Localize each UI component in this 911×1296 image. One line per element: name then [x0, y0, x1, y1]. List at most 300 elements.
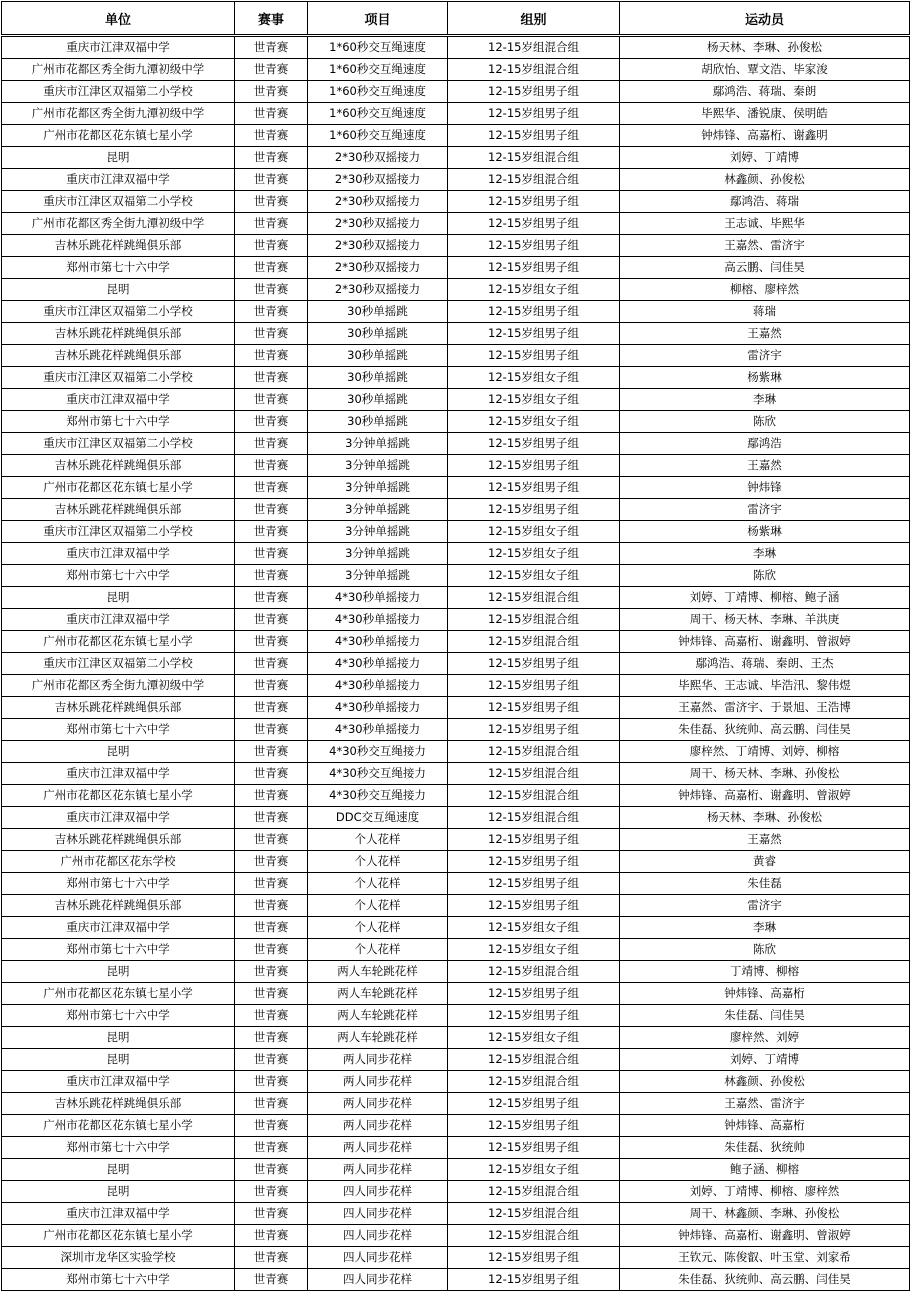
cell-athletes: 雷济宇 [620, 345, 910, 367]
cell-item: 四人同步花样 [308, 1181, 448, 1203]
cell-athletes: 毕熙华、潘锐康、侯明皓 [620, 103, 910, 125]
cell-unit: 郑州市第七十六中学 [2, 939, 235, 961]
cell-item: 四人同步花样 [308, 1203, 448, 1225]
cell-athletes: 周干、杨天林、李琳、羊洪庚 [620, 609, 910, 631]
cell-unit: 广州市花都区花东镇七星小学 [2, 631, 235, 653]
cell-athletes: 雷济宇 [620, 895, 910, 917]
cell-athletes: 王嘉然 [620, 455, 910, 477]
cell-item: 30秒单摇跳 [308, 345, 448, 367]
cell-unit: 昆明 [2, 279, 235, 301]
table-row [2, 917, 910, 939]
cell-event: 世青赛 [235, 521, 308, 543]
table-row [2, 1225, 910, 1247]
cell-athletes: 刘婷、丁靖博、柳榕、鲍子涵 [620, 587, 910, 609]
cell-group: 12-15岁组男子组 [448, 1247, 620, 1269]
cell-group: 12-15岁组女子组 [448, 411, 620, 433]
cell-athletes: 周干、林鑫颜、李琳、孙俊松 [620, 1203, 910, 1225]
table-row [2, 213, 910, 235]
cell-item: 4*30秒单摇接力 [308, 719, 448, 741]
cell-item: 四人同步花样 [308, 1225, 448, 1247]
cell-event: 世青赛 [235, 741, 308, 763]
cell-item: 2*30秒双摇接力 [308, 257, 448, 279]
cell-event: 世青赛 [235, 477, 308, 499]
cell-item: 4*30秒单摇接力 [308, 631, 448, 653]
cell-event: 世青赛 [235, 499, 308, 521]
cell-item: 1*60秒交互绳速度 [308, 59, 448, 81]
table-row [2, 1181, 910, 1203]
table-row [2, 345, 910, 367]
header-unit: 单位 [2, 2, 235, 36]
cell-unit: 郑州市第七十六中学 [2, 257, 235, 279]
cell-event: 世青赛 [235, 1247, 308, 1269]
cell-unit: 郑州市第七十六中学 [2, 719, 235, 741]
cell-unit: 重庆市江津区双福第二小学校 [2, 653, 235, 675]
cell-group: 12-15岁组女子组 [448, 1159, 620, 1181]
cell-unit: 吉林乐跳花样跳绳俱乐部 [2, 455, 235, 477]
cell-item: 4*30秒单摇接力 [308, 587, 448, 609]
cell-unit: 广州市花都区秀全街九潭初级中学 [2, 59, 235, 81]
cell-group: 12-15岁组女子组 [448, 565, 620, 587]
cell-group: 12-15岁组混合组 [448, 631, 620, 653]
table-row [2, 521, 910, 543]
cell-group: 12-15岁组男子组 [448, 851, 620, 873]
cell-event: 世青赛 [235, 939, 308, 961]
cell-event: 世青赛 [235, 235, 308, 257]
cell-event: 世青赛 [235, 59, 308, 81]
cell-athletes: 杨紫琳 [620, 367, 910, 389]
header-item: 项目 [308, 2, 448, 36]
cell-item: 1*60秒交互绳速度 [308, 36, 448, 59]
cell-group: 12-15岁组女子组 [448, 279, 620, 301]
cell-group: 12-15岁组混合组 [448, 609, 620, 631]
cell-item: 3分钟单摇跳 [308, 433, 448, 455]
cell-event: 世青赛 [235, 411, 308, 433]
cell-unit: 广州市花都区秀全街九潭初级中学 [2, 213, 235, 235]
cell-item: 两人同步花样 [308, 1049, 448, 1071]
cell-event: 世青赛 [235, 1049, 308, 1071]
cell-athletes: 林鑫颜、孙俊松 [620, 169, 910, 191]
roster-table [1, 1, 910, 1291]
cell-unit: 广州市花都区花东镇七星小学 [2, 1115, 235, 1137]
cell-event: 世青赛 [235, 169, 308, 191]
cell-item: 两人车轮跳花样 [308, 1027, 448, 1049]
cell-event: 世青赛 [235, 323, 308, 345]
cell-group: 12-15岁组男子组 [448, 1093, 620, 1115]
cell-group: 12-15岁组男子组 [448, 983, 620, 1005]
cell-group: 12-15岁组男子组 [448, 1137, 620, 1159]
cell-group: 12-15岁组男子组 [448, 895, 620, 917]
cell-group: 12-15岁组男子组 [448, 433, 620, 455]
cell-group: 12-15岁组女子组 [448, 389, 620, 411]
cell-unit: 吉林乐跳花样跳绳俱乐部 [2, 895, 235, 917]
cell-item: 两人同步花样 [308, 1115, 448, 1137]
cell-event: 世青赛 [235, 1005, 308, 1027]
cell-group: 12-15岁组混合组 [448, 1225, 620, 1247]
cell-item: 4*30秒交互绳接力 [308, 785, 448, 807]
cell-group: 12-15岁组女子组 [448, 543, 620, 565]
cell-unit: 重庆市江津双福中学 [2, 609, 235, 631]
cell-group: 12-15岁组混合组 [448, 741, 620, 763]
cell-group: 12-15岁组混合组 [448, 1049, 620, 1071]
cell-athletes: 陈欣 [620, 565, 910, 587]
cell-event: 世青赛 [235, 1027, 308, 1049]
table-row [2, 279, 910, 301]
cell-item: 3分钟单摇跳 [308, 499, 448, 521]
cell-unit: 重庆市江津双福中学 [2, 763, 235, 785]
cell-event: 世青赛 [235, 455, 308, 477]
cell-event: 世青赛 [235, 36, 308, 59]
cell-group: 12-15岁组女子组 [448, 917, 620, 939]
cell-group: 12-15岁组男子组 [448, 213, 620, 235]
table-row [2, 103, 910, 125]
cell-unit: 郑州市第七十六中学 [2, 873, 235, 895]
cell-athletes: 王钦元、陈俊叡、叶玉堂、刘家希 [620, 1247, 910, 1269]
cell-event: 世青赛 [235, 191, 308, 213]
cell-item: 两人同步花样 [308, 1137, 448, 1159]
cell-item: 30秒单摇跳 [308, 301, 448, 323]
cell-event: 世青赛 [235, 829, 308, 851]
cell-event: 世青赛 [235, 763, 308, 785]
cell-athletes: 鄢鸿浩、蒋瑞、秦朗、王杰 [620, 653, 910, 675]
cell-group: 12-15岁组混合组 [448, 785, 620, 807]
cell-item: 4*30秒单摇接力 [308, 675, 448, 697]
cell-event: 世青赛 [235, 609, 308, 631]
cell-group: 12-15岁组男子组 [448, 81, 620, 103]
cell-athletes: 杨紫琳 [620, 521, 910, 543]
cell-group: 12-15岁组男子组 [448, 345, 620, 367]
cell-item: 2*30秒双摇接力 [308, 235, 448, 257]
table-row [2, 939, 910, 961]
table-row [2, 807, 910, 829]
cell-unit: 深圳市龙华区实验学校 [2, 1247, 235, 1269]
cell-athletes: 丁靖博、柳榕 [620, 961, 910, 983]
cell-item: 4*30秒单摇接力 [308, 609, 448, 631]
cell-event: 世青赛 [235, 1115, 308, 1137]
cell-item: 2*30秒双摇接力 [308, 279, 448, 301]
cell-athletes: 胡欣怡、覃文浩、毕家浚 [620, 59, 910, 81]
cell-group: 12-15岁组女子组 [448, 521, 620, 543]
cell-group: 12-15岁组混合组 [448, 961, 620, 983]
cell-item: DDC交互绳速度 [308, 807, 448, 829]
cell-group: 12-15岁组男子组 [448, 191, 620, 213]
cell-event: 世青赛 [235, 565, 308, 587]
cell-athletes: 杨天林、李琳、孙俊松 [620, 36, 910, 59]
cell-event: 世青赛 [235, 367, 308, 389]
cell-unit: 重庆市江津区双福第二小学校 [2, 521, 235, 543]
table-row [2, 125, 910, 147]
table-row [2, 763, 910, 785]
cell-group: 12-15岁组男子组 [448, 257, 620, 279]
cell-unit: 昆明 [2, 1049, 235, 1071]
cell-group: 12-15岁组男子组 [448, 675, 620, 697]
cell-item: 两人车轮跳花样 [308, 983, 448, 1005]
cell-group: 12-15岁组男子组 [448, 235, 620, 257]
table-row [2, 1247, 910, 1269]
cell-unit: 昆明 [2, 147, 235, 169]
cell-unit: 广州市花都区花东镇七星小学 [2, 983, 235, 1005]
cell-item: 30秒单摇跳 [308, 323, 448, 345]
cell-unit: 重庆市江津区双福第二小学校 [2, 81, 235, 103]
cell-athletes: 钟炜锋、高嘉桁、谢鑫明、曾淑婷 [620, 631, 910, 653]
cell-unit: 昆明 [2, 1027, 235, 1049]
cell-item: 两人同步花样 [308, 1071, 448, 1093]
cell-event: 世青赛 [235, 1159, 308, 1181]
cell-group: 12-15岁组男子组 [448, 477, 620, 499]
cell-event: 世青赛 [235, 675, 308, 697]
header-event: 赛事 [235, 2, 308, 36]
cell-event: 世青赛 [235, 1071, 308, 1093]
table-row [2, 1159, 910, 1181]
cell-unit: 广州市花都区花东镇七星小学 [2, 477, 235, 499]
cell-item: 4*30秒单摇接力 [308, 653, 448, 675]
cell-group: 12-15岁组混合组 [448, 169, 620, 191]
table-row [2, 543, 910, 565]
cell-event: 世青赛 [235, 301, 308, 323]
cell-unit: 重庆市江津区双福第二小学校 [2, 433, 235, 455]
table-row [2, 961, 910, 983]
cell-event: 世青赛 [235, 103, 308, 125]
cell-item: 2*30秒双摇接力 [308, 191, 448, 213]
table-row [2, 851, 910, 873]
cell-athletes: 廖梓然、刘婷 [620, 1027, 910, 1049]
cell-unit: 昆明 [2, 1181, 235, 1203]
cell-unit: 重庆市江津双福中学 [2, 1071, 235, 1093]
cell-athletes: 鲍子涵、柳榕 [620, 1159, 910, 1181]
cell-event: 世青赛 [235, 587, 308, 609]
cell-event: 世青赛 [235, 1225, 308, 1247]
cell-group: 12-15岁组男子组 [448, 301, 620, 323]
cell-athletes: 杨天林、李琳、孙俊松 [620, 807, 910, 829]
cell-event: 世青赛 [235, 631, 308, 653]
cell-group: 12-15岁组混合组 [448, 59, 620, 81]
table-row [2, 389, 910, 411]
cell-group: 12-15岁组混合组 [448, 36, 620, 59]
cell-event: 世青赛 [235, 81, 308, 103]
cell-item: 30秒单摇跳 [308, 367, 448, 389]
cell-unit: 郑州市第七十六中学 [2, 1269, 235, 1291]
cell-event: 世青赛 [235, 1181, 308, 1203]
cell-athletes: 钟炜锋、高嘉桁、谢鑫明、曾淑婷 [620, 785, 910, 807]
cell-group: 12-15岁组混合组 [448, 763, 620, 785]
cell-athletes: 钟炜锋、高嘉桁 [620, 983, 910, 1005]
cell-event: 世青赛 [235, 1269, 308, 1291]
table-row [2, 257, 910, 279]
cell-athletes: 刘婷、丁靖博、柳榕、廖梓然 [620, 1181, 910, 1203]
cell-event: 世青赛 [235, 785, 308, 807]
cell-unit: 广州市花都区花东镇七星小学 [2, 125, 235, 147]
cell-athletes: 李琳 [620, 389, 910, 411]
cell-event: 世青赛 [235, 543, 308, 565]
table-row [2, 81, 910, 103]
cell-athletes: 朱佳磊 [620, 873, 910, 895]
cell-item: 2*30秒双摇接力 [308, 169, 448, 191]
table-row [2, 1027, 910, 1049]
cell-athletes: 毕熙华、王志诚、毕浩汛、黎伟煜 [620, 675, 910, 697]
cell-event: 世青赛 [235, 125, 308, 147]
cell-item: 4*30秒交互绳接力 [308, 741, 448, 763]
cell-athletes: 高云鹏、闫佳昊 [620, 257, 910, 279]
cell-item: 3分钟单摇跳 [308, 521, 448, 543]
cell-athletes: 刘婷、丁靖博 [620, 1049, 910, 1071]
cell-item: 两人车轮跳花样 [308, 1005, 448, 1027]
table-row [2, 785, 910, 807]
cell-event: 世青赛 [235, 873, 308, 895]
cell-event: 世青赛 [235, 345, 308, 367]
cell-item: 个人花样 [308, 829, 448, 851]
cell-event: 世青赛 [235, 697, 308, 719]
cell-event: 世青赛 [235, 433, 308, 455]
cell-unit: 吉林乐跳花样跳绳俱乐部 [2, 323, 235, 345]
cell-athletes: 钟炜锋、高嘉桁、谢鑫明 [620, 125, 910, 147]
cell-event: 世青赛 [235, 851, 308, 873]
cell-group: 12-15岁组男子组 [448, 103, 620, 125]
cell-item: 30秒单摇跳 [308, 411, 448, 433]
table-row [2, 631, 910, 653]
cell-unit: 吉林乐跳花样跳绳俱乐部 [2, 345, 235, 367]
table-row [2, 697, 910, 719]
cell-event: 世青赛 [235, 1137, 308, 1159]
cell-athletes: 王嘉然、雷济宇 [620, 235, 910, 257]
cell-group: 12-15岁组男子组 [448, 1269, 620, 1291]
header-row [2, 2, 910, 36]
cell-group: 12-15岁组女子组 [448, 367, 620, 389]
table-row [2, 477, 910, 499]
cell-athletes: 王嘉然 [620, 829, 910, 851]
cell-item: 2*30秒双摇接力 [308, 147, 448, 169]
cell-item: 3分钟单摇跳 [308, 455, 448, 477]
cell-item: 2*30秒双摇接力 [308, 213, 448, 235]
cell-event: 世青赛 [235, 389, 308, 411]
table-row [2, 1093, 910, 1115]
cell-athletes: 雷济宇 [620, 499, 910, 521]
cell-athletes: 柳榕、廖梓然 [620, 279, 910, 301]
cell-group: 12-15岁组女子组 [448, 1027, 620, 1049]
cell-group: 12-15岁组男子组 [448, 697, 620, 719]
table-row [2, 147, 910, 169]
table-row [2, 301, 910, 323]
table-row [2, 1049, 910, 1071]
cell-item: 四人同步花样 [308, 1247, 448, 1269]
cell-group: 12-15岁组男子组 [448, 323, 620, 345]
cell-event: 世青赛 [235, 147, 308, 169]
cell-athletes: 王嘉然、雷济宇、于景旭、王浩博 [620, 697, 910, 719]
cell-athletes: 钟炜锋 [620, 477, 910, 499]
table-row [2, 719, 910, 741]
cell-unit: 重庆市江津双福中学 [2, 389, 235, 411]
cell-unit: 郑州市第七十六中学 [2, 1137, 235, 1159]
cell-event: 世青赛 [235, 719, 308, 741]
cell-unit: 重庆市江津双福中学 [2, 169, 235, 191]
table-row [2, 1137, 910, 1159]
table-row [2, 433, 910, 455]
cell-unit: 吉林乐跳花样跳绳俱乐部 [2, 829, 235, 851]
cell-group: 12-15岁组男子组 [448, 873, 620, 895]
cell-athletes: 刘婷、丁靖博 [620, 147, 910, 169]
cell-athletes: 林鑫颜、孙俊松 [620, 1071, 910, 1093]
cell-item: 3分钟单摇跳 [308, 543, 448, 565]
cell-item: 四人同步花样 [308, 1269, 448, 1291]
cell-athletes: 李琳 [620, 917, 910, 939]
table-row [2, 741, 910, 763]
cell-athletes: 朱佳磊、闫佳昊 [620, 1005, 910, 1027]
cell-item: 两人同步花样 [308, 1093, 448, 1115]
header-athletes: 运动员 [620, 2, 910, 36]
cell-unit: 昆明 [2, 1159, 235, 1181]
cell-unit: 郑州市第七十六中学 [2, 411, 235, 433]
cell-unit: 吉林乐跳花样跳绳俱乐部 [2, 1093, 235, 1115]
table-body [2, 36, 910, 1291]
cell-group: 12-15岁组男子组 [448, 653, 620, 675]
cell-event: 世青赛 [235, 807, 308, 829]
cell-athletes: 鄢鸿浩 [620, 433, 910, 455]
table-row [2, 499, 910, 521]
cell-athletes: 廖梓然、丁靖博、刘婷、柳榕 [620, 741, 910, 763]
cell-unit: 重庆市江津双福中学 [2, 1203, 235, 1225]
table-row [2, 323, 910, 345]
table-row [2, 895, 910, 917]
table-row [2, 1269, 910, 1291]
cell-event: 世青赛 [235, 1093, 308, 1115]
cell-athletes: 黄睿 [620, 851, 910, 873]
cell-group: 12-15岁组混合组 [448, 807, 620, 829]
table-row [2, 609, 910, 631]
cell-athletes: 朱佳磊、狄统帅、高云鹏、闫佳昊 [620, 1269, 910, 1291]
cell-unit: 重庆市江津双福中学 [2, 807, 235, 829]
cell-group: 12-15岁组混合组 [448, 147, 620, 169]
cell-unit: 吉林乐跳花样跳绳俱乐部 [2, 499, 235, 521]
cell-group: 12-15岁组男子组 [448, 719, 620, 741]
cell-item: 两人车轮跳花样 [308, 961, 448, 983]
cell-item: 4*30秒交互绳接力 [308, 763, 448, 785]
table-row [2, 169, 910, 191]
cell-athletes: 王嘉然 [620, 323, 910, 345]
cell-athletes: 钟炜锋、高嘉桁 [620, 1115, 910, 1137]
cell-item: 1*60秒交互绳速度 [308, 125, 448, 147]
cell-group: 12-15岁组混合组 [448, 587, 620, 609]
cell-unit: 重庆市江津双福中学 [2, 36, 235, 59]
cell-athletes: 钟炜锋、高嘉桁、谢鑫明、曾淑婷 [620, 1225, 910, 1247]
header-group: 组别 [448, 2, 620, 36]
table-row [2, 411, 910, 433]
cell-item: 1*60秒交互绳速度 [308, 81, 448, 103]
cell-unit: 重庆市江津区双福第二小学校 [2, 191, 235, 213]
table-row [2, 367, 910, 389]
cell-unit: 广州市花都区花东学校 [2, 851, 235, 873]
table-row [2, 873, 910, 895]
table-row [2, 235, 910, 257]
cell-event: 世青赛 [235, 213, 308, 235]
cell-item: 30秒单摇跳 [308, 389, 448, 411]
table-row [2, 36, 910, 59]
cell-unit: 广州市花都区秀全街九潭初级中学 [2, 675, 235, 697]
cell-group: 12-15岁组男子组 [448, 499, 620, 521]
cell-group: 12-15岁组男子组 [448, 455, 620, 477]
cell-item: 3分钟单摇跳 [308, 477, 448, 499]
cell-athletes: 陈欣 [620, 939, 910, 961]
cell-unit: 郑州市第七十六中学 [2, 565, 235, 587]
cell-event: 世青赛 [235, 983, 308, 1005]
cell-unit: 吉林乐跳花样跳绳俱乐部 [2, 235, 235, 257]
table-row [2, 587, 910, 609]
cell-unit: 郑州市第七十六中学 [2, 1005, 235, 1027]
cell-item: 个人花样 [308, 895, 448, 917]
cell-group: 12-15岁组混合组 [448, 1203, 620, 1225]
cell-item: 3分钟单摇跳 [308, 565, 448, 587]
cell-athletes: 陈欣 [620, 411, 910, 433]
table-row [2, 565, 910, 587]
cell-athletes: 朱佳磊、狄统帅 [620, 1137, 910, 1159]
cell-group: 12-15岁组男子组 [448, 1115, 620, 1137]
